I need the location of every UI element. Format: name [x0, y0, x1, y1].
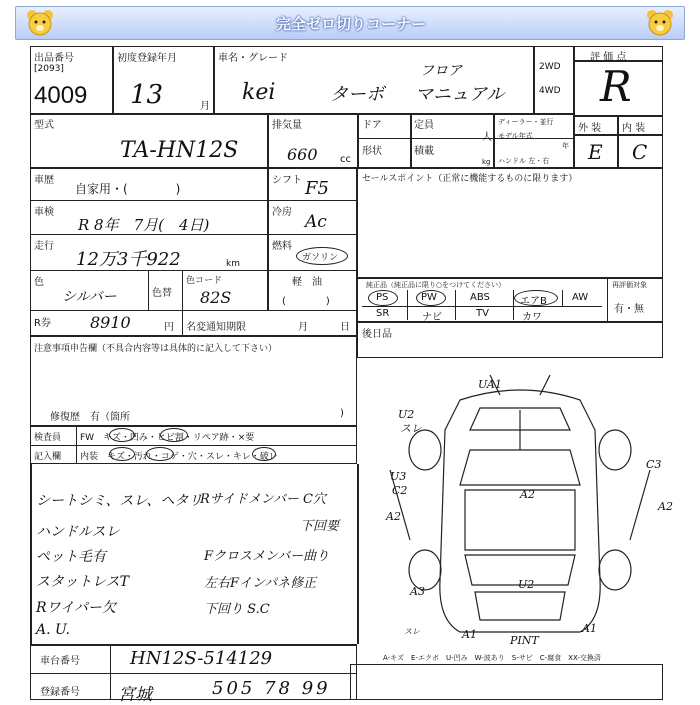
equip-abs: ABS — [470, 292, 490, 303]
paint-label: 色替 — [152, 288, 172, 299]
km-unit: km — [226, 259, 240, 269]
color-code: 82S — [200, 288, 232, 307]
shift-label: シフト — [272, 175, 302, 186]
score-label: 評 価 点 — [590, 52, 627, 63]
reg-year-label: 初度登録年月 — [117, 53, 177, 64]
chassis-number: HN12S-514129 — [130, 648, 273, 669]
car-damage-diagram — [370, 370, 680, 650]
reeval-label: 再評価対象 — [612, 281, 647, 289]
sunroof-yes-no: 有・無 — [614, 304, 644, 315]
mark-u3: U3 — [390, 470, 407, 483]
after-items-box — [357, 322, 663, 358]
interior-label: 内 装 — [622, 123, 646, 134]
mark-u2-front: U2 — [398, 408, 415, 421]
note-line-6: A. U. — [36, 622, 70, 638]
note-line-1: シートシミ、スレ、ヘタリ — [36, 493, 203, 509]
door-label: ドア — [362, 120, 382, 131]
grade: ターボ — [330, 84, 384, 105]
after-items-label: 後日品 — [362, 329, 392, 340]
recycle-label: R券 — [34, 318, 51, 329]
reg-number: 505 78 99 — [212, 678, 331, 699]
floor-shift: フロア — [420, 63, 462, 79]
note-line-2: ハンドルスレ — [36, 524, 120, 540]
equip-ps: PS — [376, 292, 389, 303]
use: 自家用・( ) — [75, 182, 181, 196]
fuel-gasoline: ガソリン — [302, 253, 339, 263]
fuel-label: 燃料 — [272, 241, 292, 252]
inspector-label: 検査員 — [34, 433, 62, 443]
note-line-4: スタットレスT — [36, 574, 129, 590]
repair-history-label: 修復歴 有（箇所 — [50, 412, 130, 423]
mark-a1-left: A1 — [462, 628, 477, 641]
lot-sub: [2093] — [34, 64, 64, 74]
year-unit: 年 — [562, 142, 569, 150]
color-code-label: 色コード — [186, 276, 223, 286]
mark-a2-left: A2 — [386, 510, 401, 523]
mark-scuff-front: スレ — [400, 422, 422, 435]
wheel-front-right — [599, 430, 631, 470]
car-windshield — [460, 450, 580, 485]
recycle: 8910 — [90, 313, 131, 332]
color-label: 色 — [34, 277, 44, 288]
inspector-items: FW キズ・凹み・ヒビ割・リペア跡・×要 — [80, 433, 255, 443]
reg-month-unit: 月 — [200, 101, 210, 112]
model-label: 型式 — [34, 120, 54, 131]
equip-tv: TV — [476, 308, 489, 319]
displacement-label: 排気量 — [272, 120, 302, 131]
interior-grade: C — [632, 140, 648, 164]
shape-label: 形状 — [362, 146, 382, 157]
caution-label: 注意事項申告欄（不具合内容等は具体的に記入して下さい） — [34, 344, 278, 354]
use-label: 車歴 — [34, 175, 54, 186]
equip-navi: ナビ — [422, 312, 442, 323]
ac-label: 冷房 — [272, 207, 292, 218]
note-right-3: Fクロスメンバー曲り — [204, 549, 330, 564]
note-line-3: ペット毛有 — [36, 549, 106, 565]
mark-a1-right: A1 — [582, 622, 597, 635]
mark-a3: A3 — [410, 585, 425, 598]
shift: F5 — [305, 178, 329, 199]
score: R — [600, 62, 632, 111]
exterior-grade: E — [588, 140, 603, 164]
fuel-diesel: 軽 油 — [292, 277, 322, 288]
mileage: 12万3千922 — [76, 249, 181, 270]
drive-4wd: 4WD — [539, 86, 561, 96]
inspection-label: 車検 — [34, 207, 54, 218]
note-right-4: 左右Fインパネ修正 — [204, 576, 317, 591]
exterior-label: 外 装 — [578, 123, 602, 134]
banner-title: 完全ゼロ切りコーナー — [275, 15, 426, 33]
mark-scuff-rear: スレ — [404, 627, 420, 636]
mark-pint: PINT — [510, 634, 539, 647]
sales-point-label: セールスポイント（正常に機能するものに限ります） — [362, 174, 578, 184]
kg-unit: kg — [482, 158, 491, 166]
inspection: R 8年 7月( 4日) — [78, 216, 210, 234]
equip-airbag: エアB — [520, 296, 547, 307]
chassis-label: 車台番号 — [40, 656, 80, 667]
note-right-1: Rサイドメンバー C穴 — [200, 492, 326, 507]
reg-year: 13 — [130, 80, 164, 110]
wheel-rear-left — [409, 550, 441, 590]
capacity-label: 定員 — [414, 120, 434, 131]
entry-items: 内装 キズ・汚れ・コゲ・穴・スレ・キレ・破レ — [80, 452, 278, 462]
bear-mascot-icon-right — [645, 8, 675, 38]
equip-aw: AW — [572, 292, 589, 303]
model-year-label: モデル年式 — [498, 132, 533, 140]
note-right-2: 下回要 — [300, 519, 340, 534]
car-rear-hatch — [475, 592, 565, 620]
transmission: マニュアル — [415, 84, 505, 105]
equip-leather: カワ — [522, 312, 542, 323]
ac: Ac — [305, 212, 327, 232]
mark-u2-rear: U2 — [518, 578, 535, 591]
fuel-paren: ( ) — [282, 296, 330, 307]
footer-right-box — [350, 664, 663, 700]
dealer-label: ディーラー・並行 — [498, 118, 554, 126]
mark-a2-right: A2 — [658, 500, 673, 513]
equip-pw: PW — [421, 292, 437, 303]
wheel-front-left — [409, 430, 441, 470]
damage-legend: A-キズ E-エクボ U-凹み W-波あり S-サビ C-腐食 XX-交換済 — [383, 654, 601, 662]
entry-label: 記入欄 — [34, 452, 62, 462]
equipment-label: 純正品（純正品に限り○をつけてください） — [366, 281, 506, 289]
reg-number-label: 登録番号 — [40, 687, 80, 698]
bear-mascot-icon-left — [25, 8, 55, 38]
mark-a2-roof: A2 — [520, 488, 535, 501]
owner-month: 月 — [298, 322, 308, 333]
note-line-5: Rワイパー欠 — [36, 600, 116, 616]
note-right-5: 下回り S.C — [204, 602, 270, 617]
lot-label: 出品番号 — [34, 53, 74, 64]
drive-2wd: 2WD — [539, 62, 561, 72]
car-name-label: 車名・グレード — [218, 53, 288, 64]
banner — [15, 6, 685, 40]
wheel-rear-right — [599, 550, 631, 590]
owner-day: 日 — [340, 322, 350, 333]
person-unit: 人 — [482, 132, 492, 143]
model: TA-HN12S — [120, 138, 239, 163]
sales-point-box — [357, 168, 663, 278]
yen-unit: 円 — [164, 322, 174, 333]
car-name: kei — [242, 80, 276, 105]
color: シルバー — [62, 289, 117, 305]
handle-label: ハンドル 左・右 — [498, 157, 550, 165]
mileage-label: 走行 — [34, 241, 54, 252]
reg-prefecture: 宮城 — [118, 685, 152, 705]
equip-sr: SR — [376, 308, 390, 319]
lot-number: 4009 — [34, 82, 88, 109]
load-label: 積載 — [414, 146, 434, 157]
mark-c3: C3 — [646, 458, 662, 471]
cc-unit: cc — [340, 154, 351, 165]
displacement: 660 — [287, 145, 318, 164]
owner-deadline-label: 名変通知期限 — [186, 322, 246, 333]
mark-c2: C2 — [392, 484, 408, 497]
mark-ua1: UA1 — [478, 378, 502, 391]
